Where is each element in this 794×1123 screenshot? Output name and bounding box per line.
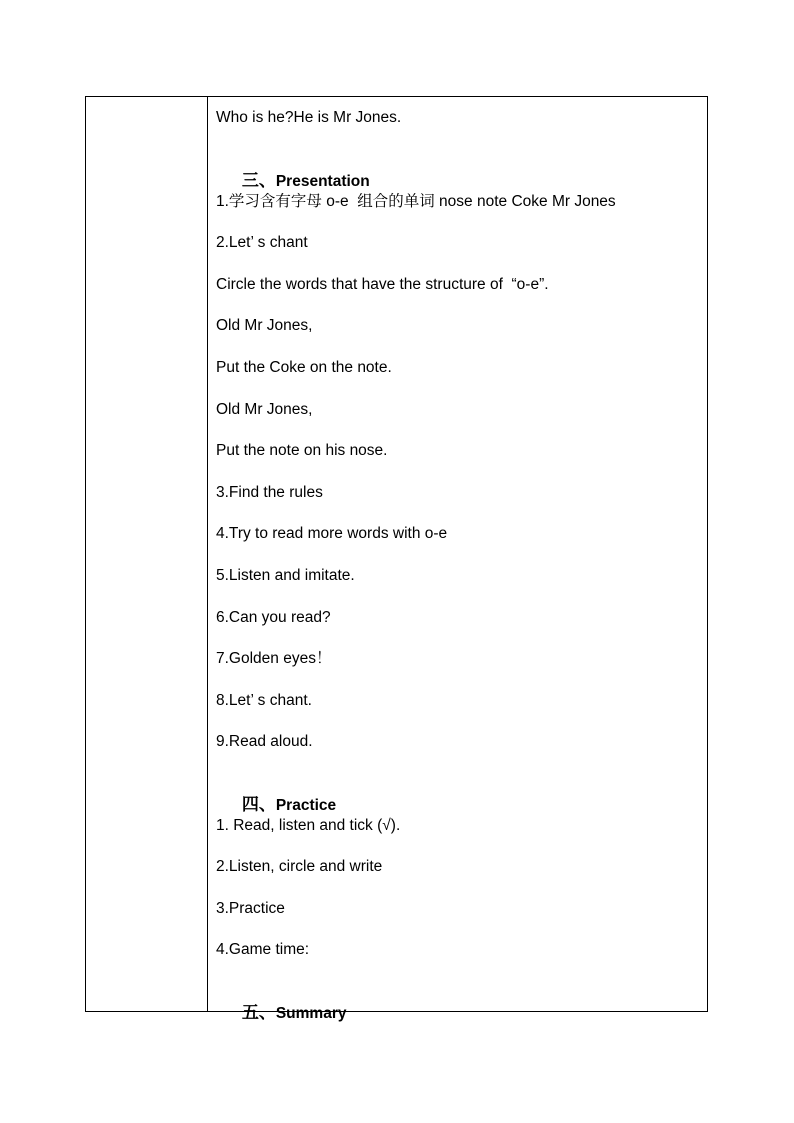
line-chant-1: Old Mr Jones, [216,317,313,334]
line-step-3: 3.Find the rules [216,484,323,501]
line-step-9: 9.Read aloud. [216,733,313,750]
heading-summary-title: Summary [275,1005,347,1022]
line-step-5: 5.Listen and imitate. [216,567,355,584]
heading-presentation-number: 三、 [241,171,276,191]
line-practice-3: 3.Practice [216,900,285,917]
line-chant-2: Put the Coke on the note. [216,359,392,376]
heading-summary [216,983,347,1023]
line-chant-4: Put the note on his nose. [216,442,388,459]
line-step-1: 1.学习含有字母 o-e 组合的单词 nose note Coke Mr Jones [216,193,616,210]
content-cell [208,97,707,1023]
line-step-8: 8.Let’ s chant. [216,692,312,709]
heading-presentation-title: Presentation [275,173,370,190]
line-step-6: 6.Can you read? [216,609,331,626]
heading-practice-number: 四、 [241,795,276,815]
line-practice-2: 2.Listen, circle and write [216,858,383,875]
line-chant-3: Old Mr Jones, [216,401,313,418]
left-cell [86,97,208,1011]
line-circle-words: Circle the words that have the structure of “o-e”. [216,276,549,293]
line-step-2: 2.Let’ s chant [216,234,308,251]
line-practice-4: 4.Game time: [216,941,310,958]
heading-summary-number: 五、 [241,1003,276,1023]
heading-presentation [216,151,370,191]
line-who-is-he: Who is he?He is Mr Jones. [216,109,402,126]
line-practice-1: 1. Read, listen and tick (√). [216,817,401,834]
heading-practice [216,775,337,815]
line-step-4: 4.Try to read more words with o-e [216,525,448,542]
heading-practice-title: Practice [275,797,337,814]
line-step-7: 7.Golden eyes！ [216,650,332,667]
lesson-table [85,96,708,1023]
